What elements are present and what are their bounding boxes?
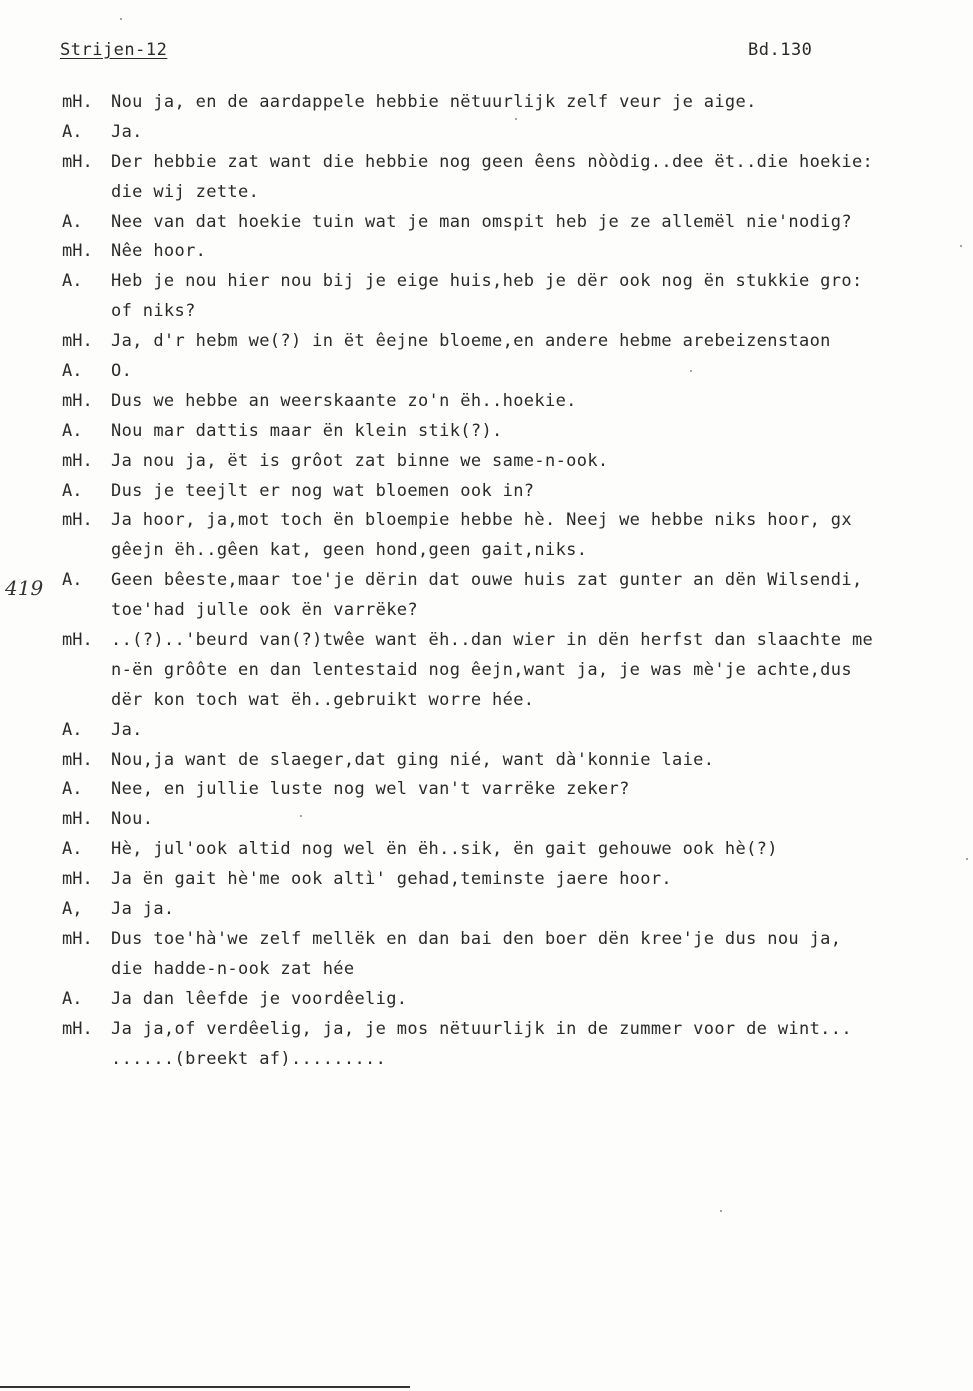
transcript-line xyxy=(62,536,967,566)
speaker-label: A. xyxy=(62,839,83,860)
transcript-line xyxy=(62,1045,967,1075)
paper-speck xyxy=(300,815,302,817)
transcript-line xyxy=(62,746,967,776)
transcript-line xyxy=(62,357,967,387)
transcript-line xyxy=(62,267,967,297)
utterance-text: Ja nou ja, ët is grôot zat binne we same-n-ook. xyxy=(111,450,609,471)
transcript-line xyxy=(62,297,967,327)
transcript-line xyxy=(62,596,967,626)
transcript-line xyxy=(62,178,967,208)
speaker-label: A. xyxy=(62,719,83,740)
transcript-line xyxy=(62,477,967,507)
transcript-line xyxy=(62,925,967,955)
utterance-text: ......(breekt af)......... xyxy=(111,1048,387,1069)
utterance-text: Ja. xyxy=(111,719,143,740)
transcript-line xyxy=(62,835,967,865)
paper-speck xyxy=(960,245,962,247)
utterance-text: Nou mar dattis maar ën klein stik(?). xyxy=(111,420,503,441)
transcript-line xyxy=(62,1015,967,1045)
utterance-text: n-ën grôôte en dan lentestaid nog êejn,want ja, je was mè'je achte,dus xyxy=(111,659,852,680)
transcript-line xyxy=(62,148,967,178)
speaker-label: A. xyxy=(62,570,83,591)
speaker-label: mH. xyxy=(62,869,93,890)
transcript-line xyxy=(62,387,967,417)
transcript-line xyxy=(62,88,967,118)
utterance-text: Nee van dat hoekie tuin wat je man omspit heb je ze allemël nie'nodig? xyxy=(111,211,852,232)
speaker-label: mH. xyxy=(62,450,93,471)
transcript-line xyxy=(62,955,967,985)
transcript-line xyxy=(62,656,967,686)
transcript-line xyxy=(62,417,967,447)
transcript-line xyxy=(62,118,967,148)
utterance-text: toe'had julle ook ën varrëke? xyxy=(111,600,418,621)
transcript-line xyxy=(62,686,967,716)
utterance-text: Ja ja,of verdêelig, ja, je mos nëtuurlijk in de zummer voor de wint... xyxy=(111,1018,852,1039)
paper-speck xyxy=(720,1210,722,1212)
speaker-label: mH. xyxy=(62,1018,93,1039)
page-number: Bd.130 xyxy=(748,40,813,60)
utterance-text: O. xyxy=(111,361,133,382)
speaker-label: mH. xyxy=(62,749,93,770)
utterance-text: Ja ën gait hè'me ook altì' gehad,teminste jaere hoor. xyxy=(111,869,672,890)
speaker-label: A, xyxy=(62,899,83,920)
speaker-label: mH. xyxy=(62,390,93,411)
utterance-text: of niks? xyxy=(111,301,196,322)
margin-note: 419 xyxy=(5,576,44,600)
utterance-text: Ja dan lêefde je voordêelig. xyxy=(111,988,408,1009)
utterance-text: ..(?)..'beurd van(?)twêe want ëh..dan wier in dën herfst dan slaachte me xyxy=(111,630,874,651)
speaker-label: A. xyxy=(62,988,83,1009)
speaker-label: mH. xyxy=(62,630,93,651)
speaker-label: mH. xyxy=(62,510,93,531)
paper-speck xyxy=(690,370,692,372)
speaker-label: mH. xyxy=(62,92,93,112)
utterance-text: Dus je teejlt er nog wat bloemen ook in? xyxy=(111,480,535,501)
transcript-line xyxy=(62,985,967,1015)
paper-speck xyxy=(120,18,122,20)
utterance-text: Heb je nou hier nou bij je eige huis,heb je dër ook nog ën stukkie gro: xyxy=(111,271,863,292)
speaker-label: mH. xyxy=(62,241,93,262)
utterance-text: Nee, en jullie luste nog wel van't varrëke zeker? xyxy=(111,779,630,800)
transcript-line xyxy=(62,865,967,895)
utterance-text: Nou. xyxy=(111,809,154,830)
utterance-text: Dus toe'hà'we zelf mellëk en dan bai den boer dën kree'je dus nou ja, xyxy=(111,928,842,949)
utterance-text: die wij zette. xyxy=(111,181,260,202)
speaker-label: mH. xyxy=(62,928,93,949)
footer-rule xyxy=(0,1386,410,1388)
utterance-text: gêejn ëh..gêen kat, geen hond,geen gait,niks. xyxy=(111,540,588,561)
utterance-text: Hè, jul'ook altid nog wel ën ëh..sik, ën gait gehouwe ook hè(?) xyxy=(111,839,778,860)
speaker-label: A. xyxy=(62,420,83,441)
speaker-label: mH. xyxy=(62,151,93,172)
utterance-text: die hadde-n-ook zat hée xyxy=(111,958,355,979)
utterance-text: Ja hoor, ja,mot toch ën bloempie hebbe hè. Neej we hebbe niks hoor, gx xyxy=(111,510,852,531)
speaker-label: A. xyxy=(62,480,83,501)
utterance-text: Nou ja, en de aardappele hebbie nëtuurlijk zelf veur je aige. xyxy=(111,92,757,112)
speaker-label: A. xyxy=(62,121,83,142)
transcript-line xyxy=(62,327,967,357)
speaker-label: A. xyxy=(62,211,83,232)
utterance-text: dër kon toch wat ëh..gebruikt worre hée. xyxy=(111,689,535,710)
speaker-label: mH. xyxy=(62,809,93,830)
utterance-text: Nou,ja want de slaeger,dat ging nié, want dà'konnie laie. xyxy=(111,749,715,770)
utterance-text: Ja. xyxy=(111,121,143,142)
utterance-text: Ja ja. xyxy=(111,899,175,920)
speaker-label: A. xyxy=(62,271,83,292)
utterance-text: Der hebbie zat want die hebbie nog geen êens nòòdig..dee ët..die hoekie: xyxy=(111,151,874,172)
utterance-text: Geen bêeste,maar toe'je dërin dat ouwe huis zat gunter an dën Wilsendi, xyxy=(111,570,863,591)
utterance-text: Ja, d'r hebm we(?) in ët êejne bloeme,en andere hebme arebeizenstaon xyxy=(111,331,831,352)
transcript-line xyxy=(62,208,967,238)
utterance-text: Dus we hebbe an weerskaante zo'n ëh..hoekie. xyxy=(111,390,577,411)
transcript-line xyxy=(62,895,967,925)
speaker-label: A. xyxy=(62,361,83,382)
transcript-line xyxy=(62,716,967,746)
speaker-label: A. xyxy=(62,779,83,800)
transcript-line xyxy=(62,447,967,477)
transcript-line xyxy=(62,626,967,656)
transcript-line xyxy=(62,775,967,805)
paper-speck xyxy=(966,858,968,860)
document-id: Strijen-12 xyxy=(60,40,168,60)
transcript-line xyxy=(62,506,967,536)
transcript-line xyxy=(62,805,967,835)
page-header xyxy=(60,40,823,66)
transcript xyxy=(62,88,967,1074)
transcript-line xyxy=(62,237,967,267)
transcript-line xyxy=(62,566,967,596)
utterance-text: Nêe hoor. xyxy=(111,241,207,262)
paper-speck xyxy=(515,118,517,120)
speaker-label: mH. xyxy=(62,331,93,352)
